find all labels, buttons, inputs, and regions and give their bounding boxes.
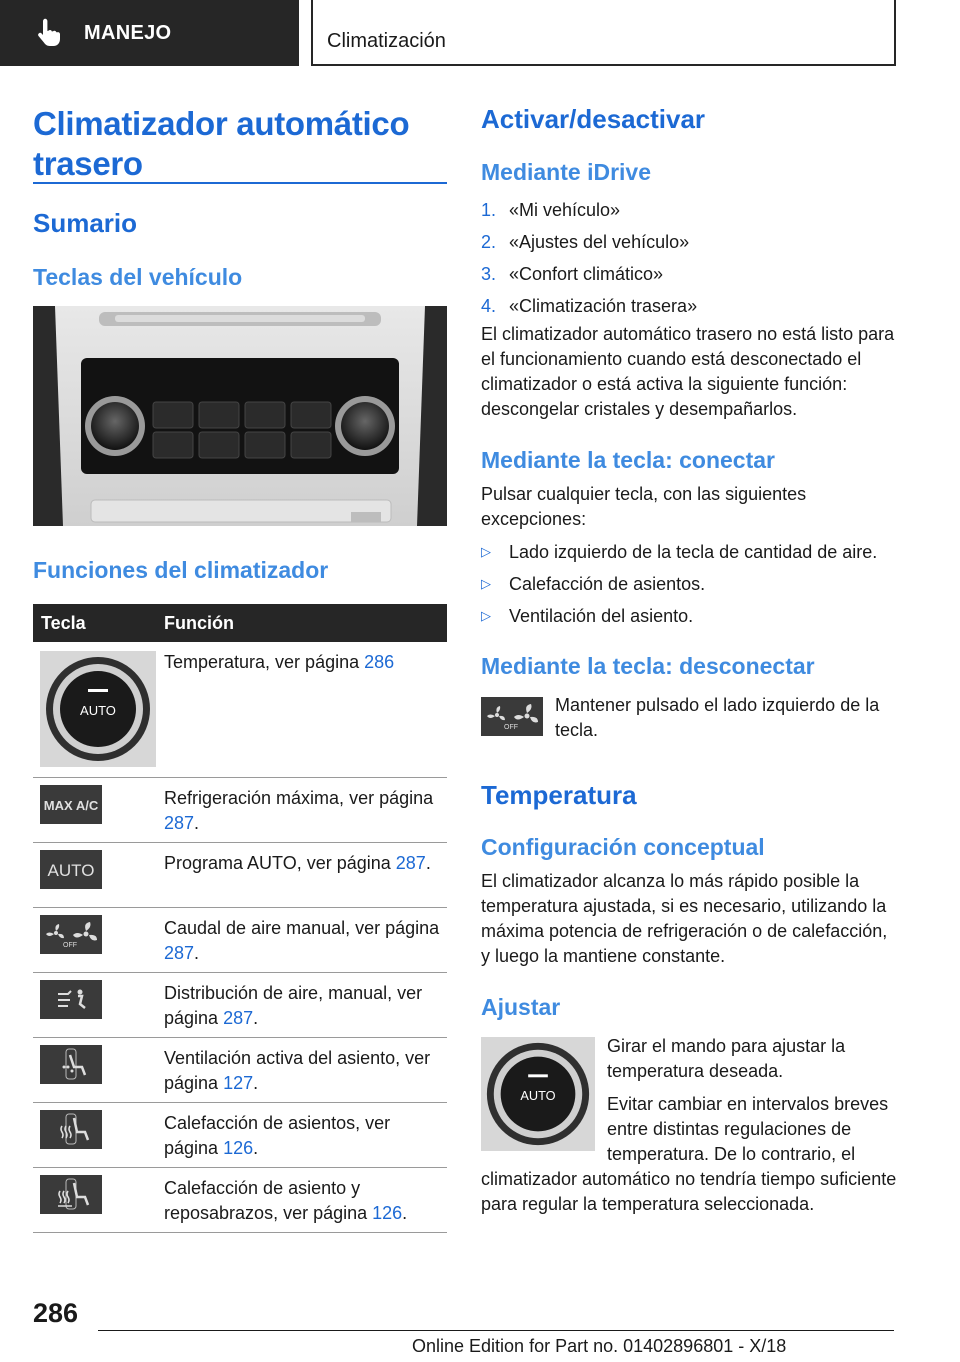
hand-pointer-icon [36,18,62,48]
list-item: 3. «Confort climático» [481,263,664,284]
page-ref-link[interactable]: 287 [395,853,426,873]
list-item: ▷ Calefacción de asientos. [481,573,706,594]
activar-heading: Activar/desactivar [481,104,706,134]
row-text: Caudal de aire manual, ver página 287. [164,918,440,963]
table-row [33,642,447,778]
page-ref-link[interactable]: 126 [372,1203,403,1223]
svg-text:OFF: OFF [504,724,518,731]
svg-text:AUTO: AUTO [520,1087,556,1103]
row-text: Programa AUTO, ver página 287. [164,853,431,873]
temperature-knob-icon [40,651,156,767]
row-text: Distribución de aire, manual, ver página 287. [164,983,423,1028]
fan-off-icon [40,915,102,954]
svg-text:MAX A/C: MAX A/C [43,798,99,813]
idrive-heading: Mediante iDrive [481,159,651,185]
section-label: MANEJO [84,21,172,44]
list-item: 1. «Mi vehículo» [481,199,621,220]
title-rule [33,182,447,184]
page-ref-link[interactable]: 126 [223,1138,254,1158]
svg-text:AUTO: AUTO [80,703,116,718]
list-item: 2. «Ajustes del vehículo» [481,231,690,252]
chapter-label: Climatización [327,30,446,52]
page-ref-link[interactable]: 127 [223,1073,254,1093]
row-text: Temperatura, ver página 286 [164,652,395,672]
seat-ventilation-icon [40,1045,102,1084]
conectar-text: Pulsar cualquier tecla, con las siguientes excepciones: [481,484,807,529]
svg-text:OFF: OFF [63,942,77,949]
ajustar-heading: Ajustar [481,994,561,1020]
auto-icon [40,850,102,889]
ajustar-text-1: Girar el mando para ajustar la temperatura deseada. [607,1036,846,1081]
conectar-heading: Mediante la tecla: conectar [481,447,775,473]
table-row [33,1168,447,1233]
edition-text: Online Edition for Part no. 01402896801 - X/18 [412,1336,787,1356]
table-row [33,973,447,1038]
page-ref-link[interactable]: 286 [364,652,395,672]
exceptions-list [481,536,899,632]
row-text: Calefacción de asientos, ver página 126. [164,1113,391,1158]
section-tab [0,0,299,66]
header-funcion: Función [164,612,234,633]
ajustar-text-2: Evitar cambiar en intervalos breves entre distintas regulaciones de temperatura. De lo contrario, el climatizador automático no tendría tiempo suficiente para regular la temperatura seleccionada. [481,1094,897,1214]
table-row [33,1038,447,1103]
idrive-steps [481,194,895,322]
table-row [33,843,447,908]
max-ac-icon [40,785,102,824]
temperatura-heading: Temperatura [481,780,637,810]
page-ref-link[interactable]: 287 [164,813,195,833]
list-item: ▷ Lado izquierdo de la tecla de cantidad de aire. [481,541,878,562]
row-text: Refrigeración máxima, ver página 287. [164,788,434,833]
list-item: 4. «Climatización trasera» [481,295,698,316]
seat-armrest-heating-icon [40,1175,102,1214]
page-title: Climatizador automático trasero [33,105,410,182]
page-ref-link[interactable]: 287 [223,1008,254,1028]
svg-text:AUTO: AUTO [47,861,95,880]
chapter-box [311,0,896,66]
teclas-heading: Teclas del vehículo [33,264,243,290]
idrive-note: El climatizador automático trasero no está listo para el funcionamiento cuando está desconectado el climatizador o está activa la siguiente función: descongelar cristales y desempañarlos. [481,324,895,419]
page-ref-link[interactable]: 287 [164,943,195,963]
list-item: ▷ Ventilación del asiento. [481,605,694,626]
rear-climate-panel-photo [33,306,447,526]
seat-heating-icon [40,1110,102,1149]
desconectar-heading: Mediante la tecla: desconectar [481,653,815,679]
desconectar-text: Mantener pulsado el lado izquierdo de la tecla. [555,695,880,740]
table-row [33,1103,447,1168]
concepto-text: El climatizador alcanza lo más rápido posible la temperatura ajustada, si es necesario, utilizando la máxima potencia de refrigeración o de calefacción, y luego la mantiene constante. [481,871,888,966]
functions-table [33,604,447,1233]
table-row [33,778,447,843]
row-text: Calefacción de asiento y reposabrazos, ver página 126. [164,1178,408,1223]
footer-rule [98,1330,894,1331]
sumario-heading: Sumario [33,208,138,238]
funciones-heading: Funciones del climatizador [33,557,329,583]
page-number: 286 [33,1298,79,1328]
concepto-heading: Configuración conceptual [481,834,765,860]
row-text: Ventilación activa del asiento, ver página 127. [164,1048,431,1093]
header-tecla: Tecla [41,612,86,633]
fan-off-icon [481,697,543,736]
table-header [33,604,447,642]
table-row [33,908,447,973]
air-distribution-icon [40,980,102,1019]
